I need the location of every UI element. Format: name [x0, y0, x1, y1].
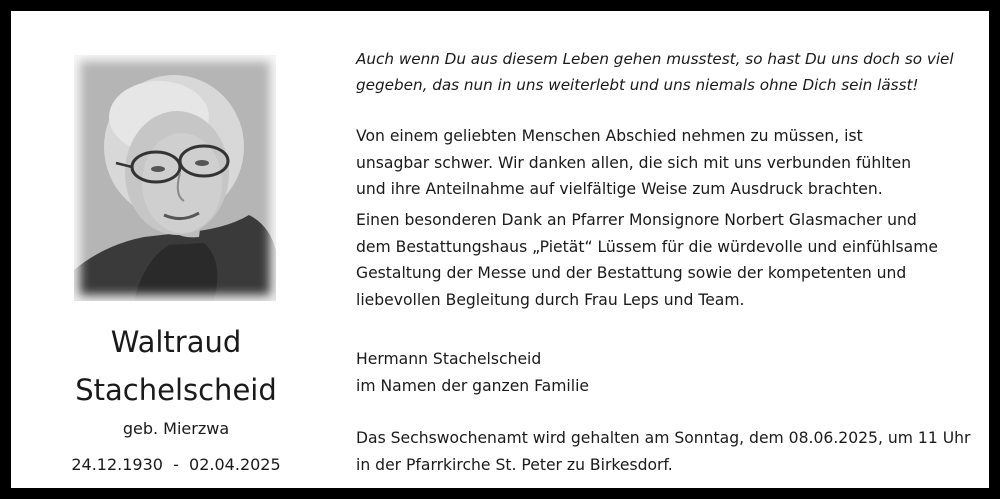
portrait-illustration [74, 55, 276, 301]
portrait-photo [74, 55, 276, 301]
text-line: dem Bestattungshaus „Pietät“ Lüssem für die würdevolle und einfühlsame [356, 237, 939, 256]
thanks-paragraph [356, 123, 981, 203]
text-line: unsagbar schwer. Wir danken allen, die sich mit uns verbunden fühlten [356, 153, 912, 172]
text-line: Von einem geliebten Menschen Abschied nehmen zu müssen, ist [356, 127, 863, 145]
text-line: liebevollen Begleitung durch Frau Leps und Team. [356, 290, 745, 309]
quote-line: Auch wenn Du aus diesem Leben gehen musstest, so hast Du uns doch so viel [356, 50, 954, 68]
text-line: Gestaltung der Messe und der Bestattung sowie der kompetenten und [356, 264, 907, 282]
life-dates: 24.12.1930 - 02.04.2025 [71, 455, 281, 474]
signature-block [356, 346, 981, 399]
text-line: und ihre Anteilnahme auf vielfältige Weise zum Ausdruck brachten. [356, 180, 883, 198]
signature-line: im Namen der ganzen Familie [356, 376, 590, 395]
deceased-last-name: Stachelscheid [75, 373, 277, 407]
mass-notice [356, 425, 981, 478]
notice-line: in der Pfarrkirche St. Peter zu Birkesdorf. [356, 455, 673, 474]
quote-line: gegeben, das nun in uns weiterlebt und uns niemals ohne Dich sein lässt! [356, 76, 919, 94]
memorial-quote [356, 46, 976, 98]
maiden-name: geb. Mierzwa [122, 419, 230, 438]
notice-line: Das Sechswochenamt wird gehalten am Sonntag, dem 08.06.2025, um 11 Uhr [356, 429, 971, 447]
text-line: Einen besonderen Dank an Pfarrer Monsignore Norbert Glasmacher und [356, 211, 917, 229]
signature-line: Hermann Stachelscheid [356, 350, 542, 368]
special-thanks-paragraph [356, 207, 981, 313]
deceased-first-name: Waltraud [110, 325, 242, 359]
